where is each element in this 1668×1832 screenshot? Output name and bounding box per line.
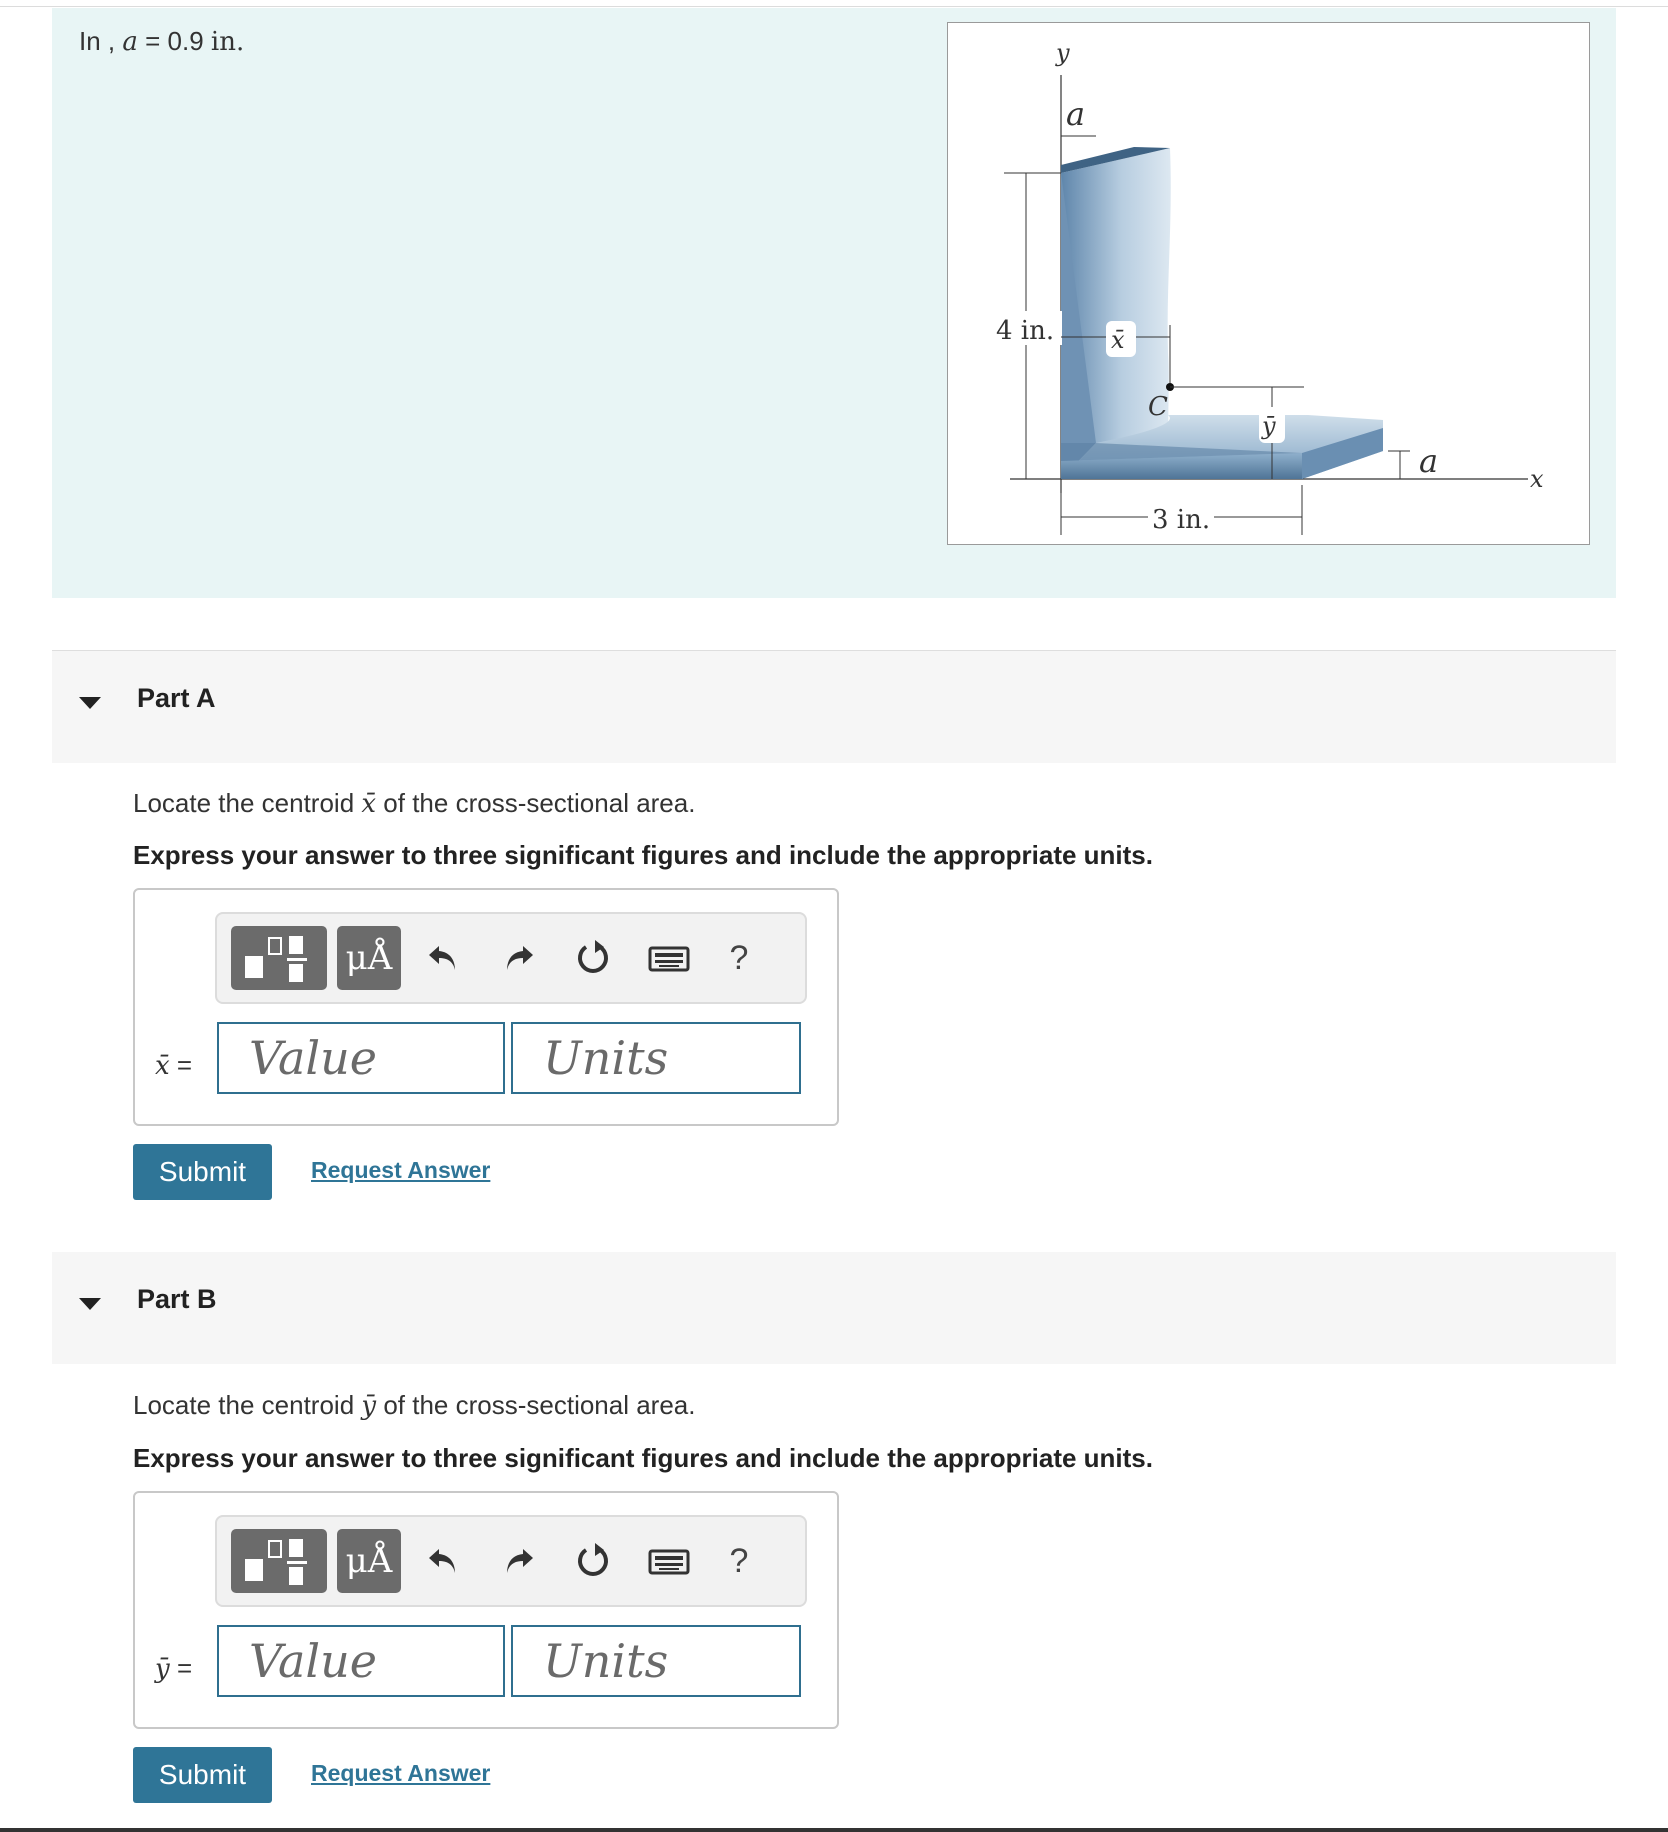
value-input[interactable] bbox=[219, 1627, 503, 1695]
help-button[interactable]: ? bbox=[729, 1541, 749, 1580]
question-text: Locate the centroid bbox=[133, 1390, 355, 1420]
dim-width-label: 3 in. bbox=[1152, 505, 1211, 535]
intro-unit: in. bbox=[210, 27, 245, 57]
intro-text bbox=[79, 26, 244, 57]
undo-icon[interactable] bbox=[415, 930, 471, 986]
part-a-title: Part A bbox=[137, 683, 216, 713]
part-a-submit-button[interactable]: Submit bbox=[133, 1144, 272, 1200]
part-a-answer-box bbox=[133, 888, 839, 1126]
part-a-question bbox=[133, 788, 695, 819]
reset-icon[interactable] bbox=[565, 930, 621, 986]
equals-sign: = bbox=[176, 1050, 193, 1080]
figure-svg bbox=[948, 23, 1589, 544]
question-text-end: of the cross-sectional area. bbox=[383, 1390, 696, 1420]
keyboard-icon[interactable] bbox=[641, 1533, 697, 1589]
centroid-label: C bbox=[1148, 392, 1168, 422]
xbar-label: x̄ bbox=[1111, 326, 1125, 354]
part-b-header[interactable] bbox=[52, 1252, 1616, 1364]
part-a-var-label bbox=[155, 1050, 192, 1081]
part-b-answer-box bbox=[133, 1491, 839, 1729]
part-b-units-field[interactable] bbox=[511, 1625, 801, 1697]
keyboard-icon[interactable] bbox=[641, 930, 697, 986]
ybar-label: ȳ bbox=[1262, 412, 1276, 440]
undo-icon[interactable] bbox=[415, 1533, 471, 1589]
templates-button[interactable] bbox=[231, 1529, 327, 1593]
part-a-units-field[interactable] bbox=[511, 1022, 801, 1094]
intro-variable: a bbox=[122, 27, 138, 57]
collapse-caret-icon[interactable] bbox=[79, 697, 101, 709]
dim-a-right-label: a bbox=[1419, 442, 1439, 480]
templates-button[interactable] bbox=[231, 926, 327, 990]
units-input[interactable] bbox=[513, 1627, 799, 1695]
part-b-value-field[interactable] bbox=[217, 1625, 505, 1697]
redo-icon[interactable] bbox=[491, 930, 547, 986]
intro-value: = 0.9 bbox=[145, 26, 204, 56]
part-b-request-answer-link[interactable]: Request Answer bbox=[311, 1760, 491, 1786]
units-button[interactable] bbox=[337, 1529, 401, 1593]
part-b-title: Part B bbox=[137, 1284, 217, 1314]
part-a-header[interactable] bbox=[52, 650, 1616, 763]
part-b-submit-button[interactable]: Submit bbox=[133, 1747, 272, 1803]
y-axis-label: y bbox=[1056, 39, 1070, 67]
x-axis-label: x bbox=[1530, 465, 1544, 493]
part-a-request-answer-link[interactable]: Request Answer bbox=[311, 1157, 491, 1183]
dim-height-label: 4 in. bbox=[996, 316, 1055, 346]
question-variable: x̄ bbox=[361, 789, 377, 819]
math-toolbar bbox=[215, 1515, 807, 1607]
question-variable: ȳ bbox=[361, 1391, 377, 1421]
math-toolbar bbox=[215, 912, 807, 1004]
top-divider bbox=[0, 6, 1668, 7]
dim-a-top-label: a bbox=[1066, 95, 1086, 133]
part-b-var-label bbox=[155, 1653, 192, 1684]
problem-intro bbox=[52, 8, 1616, 598]
reset-icon[interactable] bbox=[565, 1533, 621, 1589]
value-input[interactable] bbox=[219, 1024, 503, 1092]
part-a-instruction: Express your answer to three significant figures and include the appropriate units. bbox=[133, 840, 1153, 870]
angle-section-figure bbox=[947, 22, 1590, 545]
part-a-value-field[interactable] bbox=[217, 1022, 505, 1094]
intro-prefix: In , bbox=[79, 26, 116, 56]
templates-icon bbox=[231, 1529, 327, 1593]
part-b-question bbox=[133, 1390, 695, 1421]
redo-icon[interactable] bbox=[491, 1533, 547, 1589]
collapse-caret-icon[interactable] bbox=[79, 1298, 101, 1310]
var-symbol: ȳ bbox=[155, 1654, 170, 1684]
part-b-instruction: Express your answer to three significant figures and include the appropriate units. bbox=[133, 1443, 1153, 1473]
units-input[interactable] bbox=[513, 1024, 799, 1092]
question-text: Locate the centroid bbox=[133, 788, 355, 818]
templates-icon bbox=[231, 926, 327, 990]
var-symbol: x̄ bbox=[155, 1051, 170, 1081]
bottom-divider bbox=[0, 1828, 1668, 1832]
units-button-label: μÅ bbox=[345, 1541, 393, 1581]
help-button[interactable]: ? bbox=[729, 938, 749, 977]
equals-sign: = bbox=[176, 1653, 193, 1683]
units-button[interactable] bbox=[337, 926, 401, 990]
units-button-label: μÅ bbox=[345, 938, 393, 978]
question-text-end: of the cross-sectional area. bbox=[383, 788, 696, 818]
